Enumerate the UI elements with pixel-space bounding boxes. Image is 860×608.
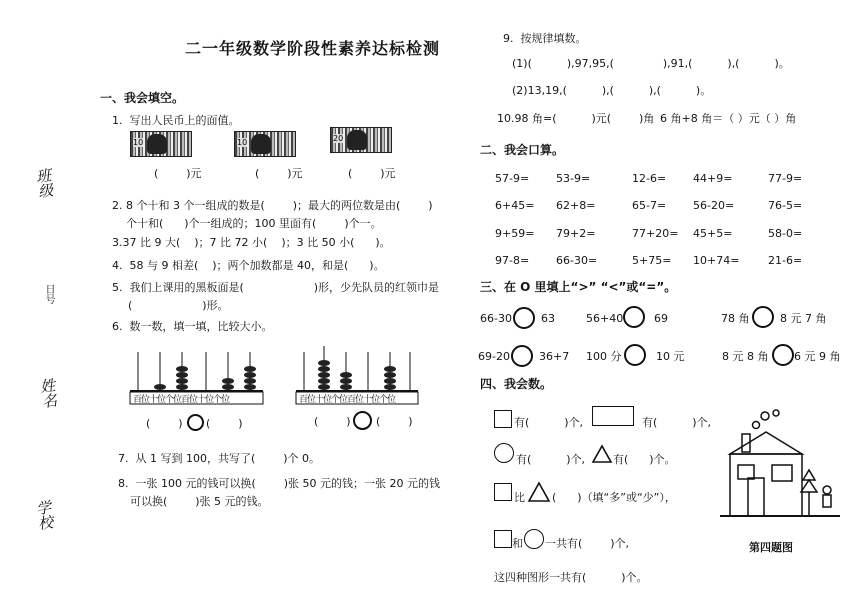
calc-item: 65-7=: [632, 199, 667, 212]
rectangle-icon: [592, 406, 634, 426]
calc-item: 10+74=: [693, 254, 740, 267]
compare-circle[interactable]: [353, 411, 372, 430]
compare-right: 10 元: [656, 350, 685, 363]
abacus-right-labels: 百位十位个位百位十位个位: [299, 395, 396, 405]
calc-item: 77-9=: [768, 172, 803, 185]
section2-heading: 二、我会口算。: [480, 143, 565, 157]
calc-item: 44+9=: [693, 172, 733, 185]
calc-item: 76-5=: [768, 199, 803, 212]
calc-item: 79+2=: [556, 227, 596, 240]
triangle-icon: [592, 445, 612, 463]
compare-left: 66-30: [480, 312, 512, 325]
q6-text: 6. 数一数，填一填，比较大小。: [112, 320, 273, 333]
compare-left: 100 分: [586, 350, 622, 363]
side-label-school: 学校: [33, 498, 56, 532]
and-text: 和: [512, 537, 523, 550]
q9-line3b: 6 角+8 角＝（ ）元（ ）角: [660, 112, 797, 125]
q2-line2: 个十和( )个一组成的；100 里面有( )个一。: [126, 217, 382, 230]
section4-heading: 四、我会数。: [480, 377, 553, 391]
compare-fill-text: ( )（填“多”或“少”），: [552, 491, 676, 504]
compare-circle[interactable]: [187, 414, 204, 431]
q4-text: 4. 58 与 9 相差( )；两个加数都是 40，和是( )。: [112, 259, 385, 272]
count-triangle: 有( )个。: [613, 453, 676, 466]
compare-right: 6 元 9 角: [794, 350, 841, 363]
banknote-image-2: 10: [234, 131, 296, 157]
calc-item: 62+8=: [556, 199, 596, 212]
side-mark: 日号: [43, 284, 54, 304]
compare-left: 8 元 8 角: [722, 350, 769, 363]
abacus-left-labels: 百位十位个位百位十位个位: [133, 395, 230, 405]
compare-circle[interactable]: [752, 306, 774, 328]
abacus-left-answer-1[interactable]: ( ): [146, 417, 183, 430]
q5-line2: ( )形。: [128, 299, 229, 312]
square-icon: [494, 410, 512, 428]
compare-right: 63: [541, 312, 555, 325]
q2-line1: 2. 8 个十和 3 个一组成的数是( )；最大的两位数是由( ): [112, 199, 433, 212]
calc-item: 56-20=: [693, 199, 735, 212]
q9-line1: (1)( ),97,95,( ),91,( ),( )。: [512, 57, 790, 70]
calc-item: 77+20=: [632, 227, 679, 240]
compare-right: 36+7: [539, 350, 570, 363]
q1-text: 1. 写出人民币上的面值。: [112, 114, 240, 127]
calc-item: 5+75=: [632, 254, 672, 267]
banknote-image-1: 10: [130, 131, 192, 157]
side-label-name: 姓名: [37, 376, 60, 410]
banknote-image-3: 20: [330, 127, 392, 153]
total-pair-text: 一共有( )个,: [545, 537, 630, 550]
abacus-left-answer-2[interactable]: ( ): [206, 417, 243, 430]
abacus-right-answer-2[interactable]: ( ): [376, 415, 413, 428]
compare-left: 56+40: [586, 312, 624, 325]
section1-heading: 一、我会填空。: [100, 91, 185, 105]
total-all-text: 这四种图形一共有( )个。: [494, 571, 648, 584]
calc-item: 58-0=: [768, 227, 803, 240]
house-figure: [720, 410, 845, 522]
q8-line1: 8. 一张 100 元的钱可以换( )张 50 元的钱；一张 20 元的钱: [118, 477, 441, 490]
bill-answer-1[interactable]: ( )元: [154, 167, 202, 180]
calc-item: 9+59=: [495, 227, 535, 240]
compare-right: 69: [654, 312, 668, 325]
compare-circle[interactable]: [624, 344, 646, 366]
section3-heading: 三、在 O 里填上“>” “<”或“=”。: [480, 280, 677, 294]
q9-heading: 9. 按规律填数。: [503, 32, 587, 45]
compare-circle[interactable]: [513, 307, 535, 329]
square-icon: [494, 483, 512, 501]
q5-line1: 5. 我们上课用的黑板面是( )形，少先队员的红领巾是: [112, 281, 440, 294]
compare-right: 8 元 7 角: [780, 312, 827, 325]
compare-circle[interactable]: [511, 345, 533, 367]
abacus-right-answer-1[interactable]: ( ): [314, 415, 351, 428]
bill-answer-3[interactable]: ( )元: [348, 167, 396, 180]
calc-item: 12-6=: [632, 172, 667, 185]
compare-left: 69-20: [478, 350, 510, 363]
circle-shape-icon: [524, 529, 544, 549]
bill-answer-2[interactable]: ( )元: [255, 167, 303, 180]
q9-line2: (2)13,19,( ),( ),( )。: [512, 84, 712, 97]
calc-item: 6+45=: [495, 199, 535, 212]
side-label-class: 班级: [33, 166, 56, 200]
count-circle: 有( )个,: [516, 453, 586, 466]
q9-line3a: 10.98 角=( )元( )角: [497, 112, 655, 125]
figure-caption: 第四题图: [749, 541, 793, 554]
page-title: 二一年级数学阶段性素养达标检测: [185, 39, 441, 58]
compare-circle[interactable]: [623, 306, 645, 328]
count-square: 有( )个,: [514, 416, 584, 429]
count-rectangle: 有( )个,: [642, 416, 712, 429]
calc-item: 66-30=: [556, 254, 598, 267]
calc-item: 57-9=: [495, 172, 530, 185]
q7-text: 7. 从 1 写到 100，共写了( )个 0。: [118, 452, 321, 465]
compare-circle[interactable]: [772, 344, 794, 366]
calc-item: 53-9=: [556, 172, 591, 185]
calc-item: 21-6=: [768, 254, 803, 267]
calc-item: 97-8=: [495, 254, 530, 267]
triangle-icon: [528, 482, 550, 502]
square-icon: [494, 530, 512, 548]
compare-left: 78 角: [721, 312, 750, 325]
q3-text: 3.37 比 9 大( )；7 比 72 小( )；3 比 50 小( )。: [112, 236, 391, 249]
compare-text: 比: [514, 491, 525, 504]
q8-line2: 可以换( )张 5 元的钱。: [130, 495, 269, 508]
calc-item: 45+5=: [693, 227, 733, 240]
circle-shape-icon: [494, 443, 514, 463]
